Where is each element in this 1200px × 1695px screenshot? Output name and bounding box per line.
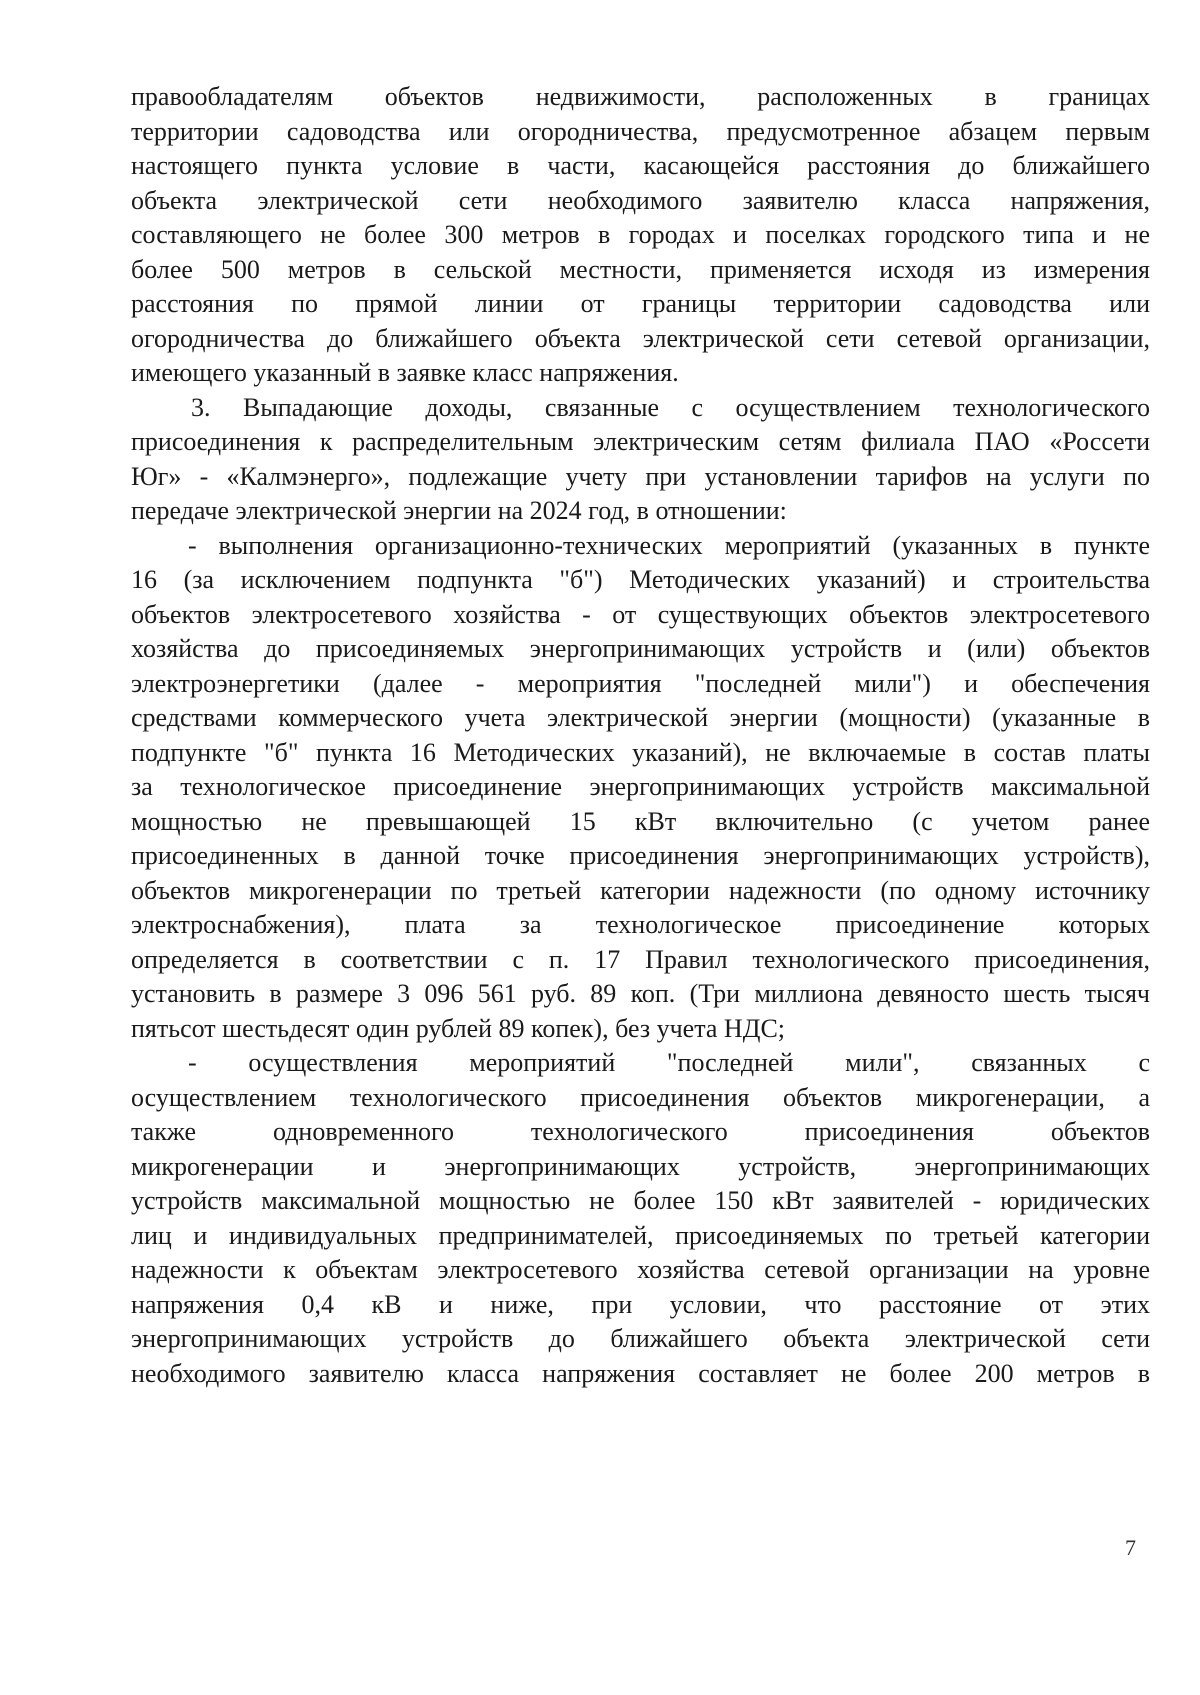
text-line: необходимого заявителю класса напряжения составляет не более 200 метров в <box>131 1358 1150 1388</box>
paragraph-3-first-line: 3. Выпадающие доходы, связанные с осуществлением технологического <box>191 392 1150 422</box>
text-line: передаче электрической энергии на 2024 год, в отношении: <box>131 496 787 525</box>
text-line: составляющего не более 300 метров в городах и поселках городского типа и не <box>131 220 1150 249</box>
text-line: присоединенных в данной точке присоединения энергопринимающих устройств), <box>131 841 1150 870</box>
text-line: Юг» - «Калмэнерго», подлежащие учету при установлении тарифов на услуги по <box>131 461 1150 491</box>
text-line: надежности к объектам электросетевого хозяйства сетевой организации на уровне <box>131 1255 1150 1284</box>
page-number: 7 <box>1125 1535 1136 1560</box>
text-line: средствами коммерческого учета электрической энергии (мощности) (указанные в <box>131 703 1150 732</box>
text-line: установить в размере 3 096 561 руб. 89 коп. (Три миллиона девяносто шесть тысяч <box>131 979 1150 1008</box>
text-line: объектов электросетевого хозяйства - от существующих объектов электросетевого <box>131 599 1150 629</box>
list-item-first-line: - осуществления мероприятий "последней мили", связанных с <box>188 1048 1150 1077</box>
text-line: пятьсот шестьдесят один рублей 89 копек), без учета НДС; <box>131 1013 786 1043</box>
text-line: напряжения 0,4 кВ и ниже, при условии, что расстояние от этих <box>131 1289 1150 1319</box>
document-body <box>131 80 1150 1391</box>
text-line: микрогенерации и энергопринимающих устройств, энергопринимающих <box>131 1151 1150 1181</box>
text-line: объекта электрической сети необходимого заявителю класса напряжения, <box>131 185 1150 215</box>
text-line: 16 (за исключением подпункта "б") Методических указаний) и строительства <box>131 565 1150 594</box>
text-line: устройств максимальной мощностью не более 150 кВт заявителей - юридических <box>131 1186 1150 1215</box>
text-line: присоединения к распределительным электрическим сетям филиала ПАО «Россети <box>131 427 1150 456</box>
text-line: за технологическое присоединение энергопринимающих устройств максимальной <box>131 772 1150 801</box>
text-line: электроэнергетики (далее - мероприятия "последней мили") и обеспечения <box>131 668 1150 698</box>
text-line: настоящего пункта условие в части, касающейся расстояния до ближайшего <box>131 151 1150 180</box>
text-line: лиц и индивидуальных предпринимателей, присоединяемых по третьей категории <box>131 1220 1150 1250</box>
text-line: подпункте "б" пункта 16 Методических указаний), не включаемые в состав платы <box>131 737 1150 767</box>
text-line: электроснабжения), плата за технологическое присоединение которых <box>131 910 1150 939</box>
text-line: правообладателям объектов недвижимости, расположенных в границах <box>131 82 1150 111</box>
list-item-first-line: - выполнения организационно-технических мероприятий (указанных в пункте <box>188 530 1150 560</box>
text-line: имеющего указанный в заявке класс напряжения. <box>131 358 679 387</box>
text-line: объектов микрогенерации по третьей категории надежности (по одному источнику <box>131 875 1150 905</box>
text-line: мощностью не превышающей 15 кВт включительно (с учетом ранее <box>131 806 1150 836</box>
text-line: расстояния по прямой линии от границы территории садоводства или <box>131 289 1150 318</box>
text-line: территории садоводства или огородничества, предусмотренное абзацем первым <box>131 116 1150 146</box>
text-line: более 500 метров в сельской местности, применяется исходя из измерения <box>131 254 1150 284</box>
text-line: осуществлением технологического присоединения объектов микрогенерации, а <box>131 1082 1150 1112</box>
text-line: также одновременного технологического присоединения объектов <box>131 1117 1150 1146</box>
text-line: огородничества до ближайшего объекта электрической сети сетевой организации, <box>131 323 1150 353</box>
text-line: энергопринимающих устройств до ближайшего объекта электрической сети <box>131 1324 1150 1353</box>
text-line: определяется в соответствии с п. 17 Правил технологического присоединения, <box>131 944 1150 974</box>
text-line: хозяйства до присоединяемых энергопринимающих устройств и (или) объектов <box>131 634 1150 663</box>
